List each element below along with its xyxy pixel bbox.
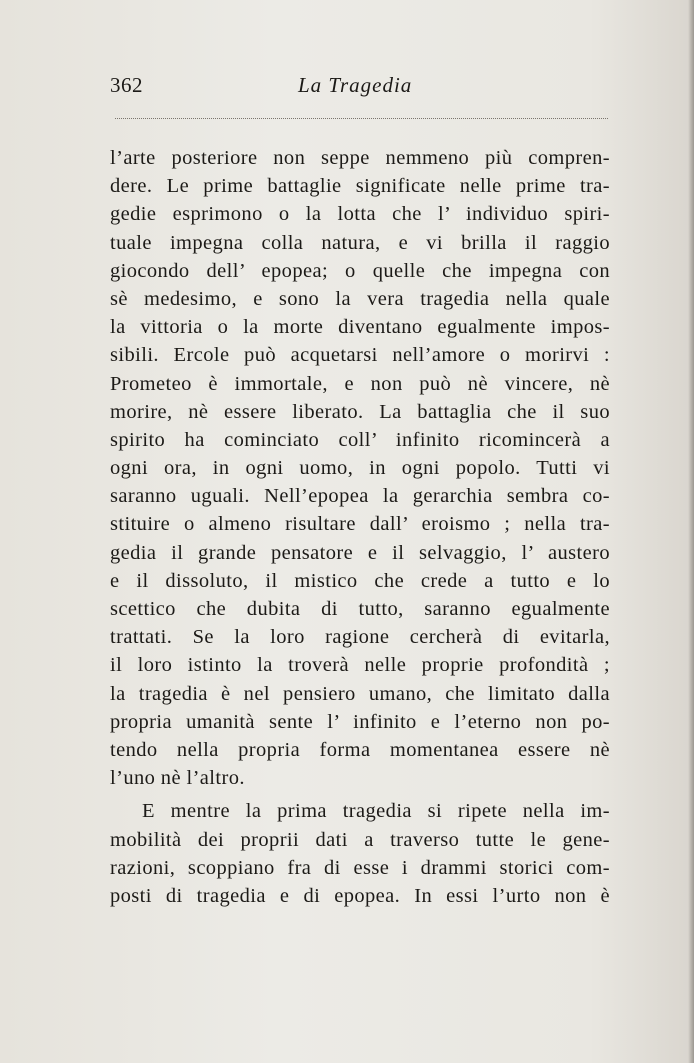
text-line: mobilità dei proprii dati a traverso tutte le gene- xyxy=(110,828,610,851)
running-title: La Tragedia xyxy=(298,73,413,97)
text-line: giocondo dell’ epopea; o quelle che impegna con xyxy=(110,259,610,282)
text-line: la tragedia è nel pensiero umano, che limitato dalla xyxy=(110,682,610,705)
text-line: tuale impegna colla natura, e vi brilla il raggio xyxy=(110,231,610,254)
text-line: l’uno nè l’altro. xyxy=(110,767,245,790)
text-line: propria umanità sente l’ infinito e l’eterno non po- xyxy=(110,710,610,733)
text-line: sè medesimo, e sono la vera tragedia nella quale xyxy=(110,287,610,310)
text-line: razioni, scoppiano fra di esse i drammi storici com- xyxy=(110,856,610,879)
text-line: la vittoria o la morte diventano egualmente impos- xyxy=(110,316,610,339)
text-line: e il dissoluto, il mistico che crede a tutto e lo xyxy=(110,569,610,592)
text-line: morire, nè essere liberato. La battaglia che il suo xyxy=(110,400,610,423)
text-line: scettico che dubita di tutto, saranno egualmente xyxy=(110,598,610,620)
text-line: gedie esprimono o la lotta che l’ individuo spiri- xyxy=(110,203,610,226)
text-line: sibili. Ercole può acquetarsi nell’amore o morirvi : xyxy=(110,344,610,367)
text-line: Prometeo è immortale, e non può nè vincere, nè xyxy=(110,372,610,395)
text-line: gedia il grande pensatore e il selvaggio, l’ austero xyxy=(110,541,610,564)
paragraph-1 xyxy=(110,144,610,792)
text-line: dere. Le prime battaglie significate nelle prime tra- xyxy=(110,175,610,198)
text-line: E mentre la prima tragedia si ripete nella im- xyxy=(142,800,610,823)
text-line: il loro istinto la troverà nelle proprie profondità ; xyxy=(110,654,610,677)
page-number: 362 xyxy=(110,73,143,97)
text-line: ogni ora, in ogni uomo, in ogni popolo. Tutti vi xyxy=(110,457,610,480)
paragraph-2 xyxy=(110,797,610,910)
text-line: trattati. Se la loro ragione cercherà di evitarla, xyxy=(110,626,610,649)
page-header xyxy=(110,73,610,105)
text-line: l’arte posteriore non seppe nemmeno più compren- xyxy=(110,147,610,169)
text-line: tendo nella propria forma momentanea essere nè xyxy=(110,738,610,761)
text-line: saranno uguali. Nell’epopea la gerarchia sembra co- xyxy=(110,485,610,508)
page-edge-shadow xyxy=(688,0,694,1063)
header-rule xyxy=(115,118,608,119)
text-line: stituire o almeno risultare dall’ eroismo ; nella tra- xyxy=(110,513,610,536)
body-text xyxy=(110,144,610,910)
text-line: spirito ha cominciato coll’ infinito ricomincerà a xyxy=(110,428,610,451)
text-line: posti di tragedia e di epopea. In essi l’urto non è xyxy=(110,884,610,907)
